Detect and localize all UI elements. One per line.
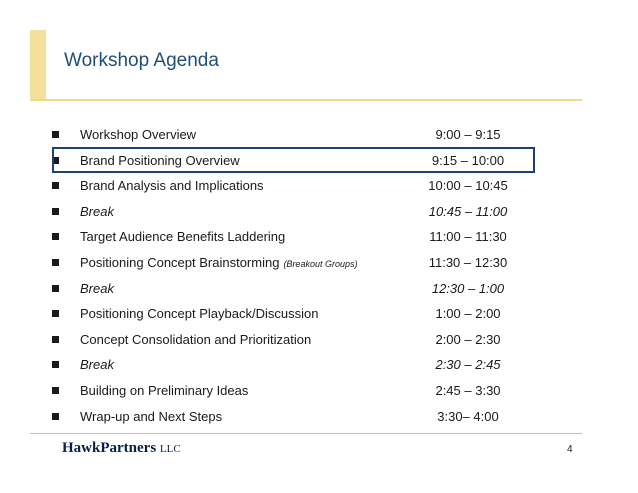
agenda-topic-with-note	[80, 250, 357, 278]
footer-divider	[30, 433, 582, 434]
agenda-item-break	[52, 276, 537, 302]
agenda-topic-note: (Breakout Groups)	[283, 258, 358, 269]
bullet-icon	[52, 182, 59, 189]
page-title: Workshop Agenda	[64, 50, 219, 71]
agenda-time: 9:15 – 10:00	[431, 152, 505, 168]
agenda-topic: Workshop Overview	[80, 127, 197, 142]
logo-suffix: LLC	[159, 443, 181, 455]
agenda-topic: Break	[80, 357, 114, 373]
agenda-topic: Positioning Concept Brainstorming	[80, 254, 280, 270]
agenda-time: 2:45 – 3:30	[435, 382, 501, 398]
agenda-time: 2:00 – 2:30	[435, 331, 501, 347]
title-accent-bar	[30, 30, 46, 100]
agenda-time: 9:00 – 9:15	[435, 127, 501, 142]
bullet-icon	[52, 233, 59, 240]
agenda-time: 12:30 – 1:00	[431, 280, 505, 296]
agenda-topic: Break	[80, 280, 114, 296]
agenda-topic: Brand Analysis and Implications	[80, 178, 264, 194]
title-divider	[30, 99, 582, 101]
agenda-topic: Target Audience Benefits Laddering	[80, 229, 286, 245]
agenda-time: 10:00 – 10:45	[428, 178, 508, 194]
bullet-icon	[52, 336, 59, 343]
agenda-topic: Break	[80, 203, 114, 219]
agenda-item	[52, 301, 537, 327]
agenda-topic: Positioning Concept Playback/Discussion	[80, 306, 319, 322]
agenda-topic: Building on Preliminary Ideas	[80, 382, 249, 398]
bullet-icon	[52, 310, 59, 317]
agenda-item	[52, 327, 537, 353]
agenda-item	[52, 122, 537, 148]
agenda-time: 11:00 – 11:30	[429, 229, 507, 245]
agenda-time: 1:00 – 2:00	[435, 306, 501, 322]
company-logo	[62, 440, 181, 457]
bullet-icon	[52, 259, 59, 266]
agenda-item	[52, 173, 537, 199]
logo-name: HawkPartners	[62, 440, 157, 456]
bullet-icon	[52, 413, 59, 420]
agenda-time: 10:45 – 11:00	[428, 203, 508, 219]
agenda-item-break	[52, 352, 537, 378]
agenda-time: 2:30 – 2:45	[435, 357, 501, 373]
agenda-topic: Brand Positioning Overview	[80, 152, 240, 168]
agenda-time: 3:30– 4:00	[437, 408, 499, 424]
bullet-icon	[52, 208, 59, 215]
page-number: 4	[567, 444, 573, 455]
agenda-item	[52, 378, 537, 404]
highlight-box	[52, 147, 535, 173]
bullet-icon	[52, 285, 59, 292]
agenda-item	[52, 224, 537, 250]
bullet-icon	[52, 387, 59, 394]
agenda-topic: Wrap-up and Next Steps	[80, 408, 223, 424]
agenda-time: 11:30 – 12:30	[428, 254, 508, 270]
bullet-icon	[52, 131, 59, 138]
agenda-topic: Concept Consolidation and Prioritization	[80, 331, 312, 347]
agenda-item-break	[52, 199, 537, 225]
agenda-item	[52, 250, 537, 276]
bullet-icon	[52, 361, 59, 368]
agenda-item	[52, 404, 537, 430]
